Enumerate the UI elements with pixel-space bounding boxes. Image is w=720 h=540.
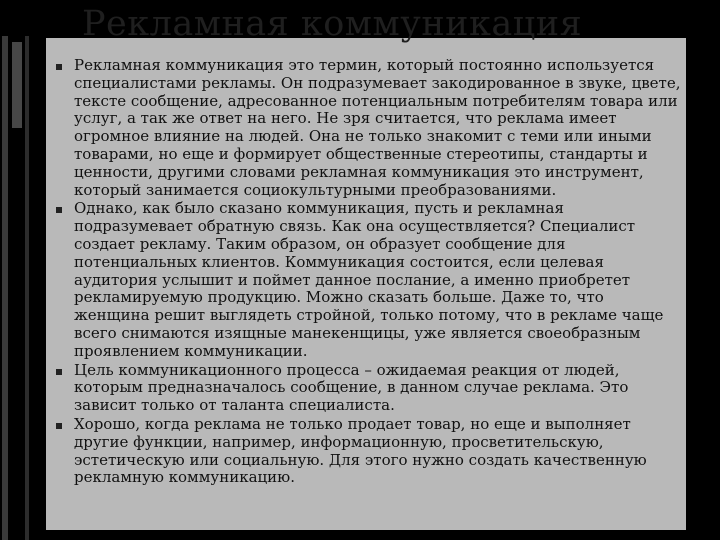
bullet-list xyxy=(52,57,682,488)
bullet-item xyxy=(52,200,682,360)
bullet-text: Цель коммуникационного процесса – ожидаемая реакция от людей, которым предназначалось сообщение, в данном случае реклама. Это зависит только от таланта специалиста. xyxy=(74,360,629,415)
decorative-bars xyxy=(0,36,36,540)
decorative-bar xyxy=(12,42,22,128)
decorative-bar xyxy=(2,36,8,540)
bullet-square-icon xyxy=(56,207,62,213)
bullet-item xyxy=(52,57,682,199)
bullet-square-icon xyxy=(56,423,62,429)
bullet-text: Рекламная коммуникация это термин, который постоянно используется специалистами рекламы. Он подразумевает закодированное в звуке, цвете, тексте сообщение, адресованное потенциальным потребителям товара или услуг, а так же ответ на него. Не зря считается, что реклама имеет огромное влияние на людей. Она не только знакомит с теми или иными товарами, но еще и формирует общественные стереотипы, стандарты и ценности, другими словами рекламная коммуникация это инструмент, который занимается социокультурными преобразованиями. xyxy=(74,56,681,199)
bullet-item xyxy=(52,362,682,415)
bullet-square-icon xyxy=(56,64,62,70)
bullet-item xyxy=(52,416,682,487)
bullet-text: Однако, как было сказано коммуникация, пусть и рекламная подразумевает обратную связь. Как она осуществляется? Специалист создает рекламу. Таким образом, он образует сообщение для потенциальных клиентов. Коммуникация состоится, если целевая аудитория услышит и поймет данное послание, а именно приобретет рекламируемую продукцию. Можно сказать больше. Даже то, что женщина решит выглядеть стройной, только потому, что в рекламе чаще всего снимаются изящные манекенщицы, уже является своеобразным проявлением коммуникации. xyxy=(74,199,664,360)
bullet-text: Хорошо, когда реклама не только продает товар, но еще и выполняет другие функции, например, информационную, просветительскую, эстетическую или социальную. Для этого нужно создать качественную рекламную коммуникацию. xyxy=(74,414,647,487)
slide-title: Рекламная коммуникация xyxy=(82,4,583,44)
decorative-bar xyxy=(25,36,29,540)
bullet-square-icon xyxy=(56,369,62,375)
